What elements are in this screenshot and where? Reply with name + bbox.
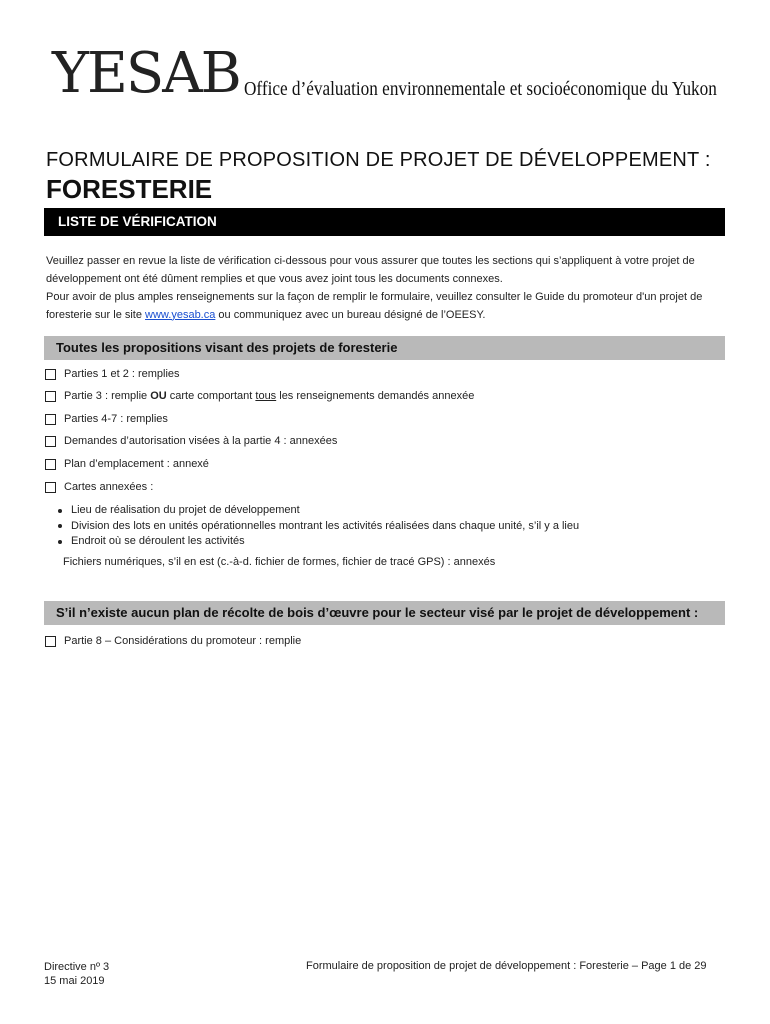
checklist-item-parts-4-7[interactable]	[45, 413, 168, 425]
checklist-item-label-end: les renseignements demandés annexée	[279, 390, 475, 402]
list-item: Endroit où se déroulent les activités	[58, 534, 579, 550]
checklist-item-label: Demandes d’autorisation visées à la partie 4 : annexées	[64, 435, 338, 447]
yesab-website-link[interactable]: www.yesab.ca	[145, 308, 216, 321]
all-underlined: tous	[255, 390, 277, 402]
info-text-end: ou communiquez avec un bureau désigné de l’OEESY.	[215, 308, 486, 321]
yesab-logo: YESAB	[52, 41, 240, 106]
checklist-item-maps[interactable]	[45, 481, 153, 493]
checklist-item-label: Partie 8 – Considérations du promoteur : remplie	[64, 635, 302, 647]
checklist-item-label: Partie 3 : remplie	[64, 390, 148, 402]
list-item: Division des lots en unités opérationnelles montrant les activités réalisées dans chaque unité, s’il y a lieu	[58, 519, 579, 535]
instructions-paragraph: Veuillez passer en revue la liste de vérification ci-dessous pour vous assurer que toutes les sections qui s’appliquent à votre projet de développement ont été dûment remplies et que vous avez joint tous les documents connexes.	[46, 255, 695, 285]
map-requirements-list	[58, 503, 579, 550]
footer-page-info: Formulaire de proposition de projet de développement : Foresterie – Page 1 de 29	[306, 960, 707, 972]
organization-name: Office d’évaluation environnementale et socioéconomique du Yukon	[243, 78, 717, 100]
checkbox[interactable]	[45, 436, 56, 447]
or-emphasis: OU	[150, 390, 167, 402]
checkbox[interactable]	[45, 482, 56, 493]
all-proposals-heading: Toutes les propositions visant des projets de foresterie	[44, 336, 725, 360]
checklist-item-label-mid: carte comportant	[169, 390, 253, 402]
bullet-icon	[58, 524, 62, 528]
checkbox[interactable]	[45, 391, 56, 402]
checkbox[interactable]	[45, 636, 56, 647]
footer-directive	[44, 960, 109, 988]
checklist-item-part-8[interactable]	[45, 635, 301, 647]
checkbox[interactable]	[45, 459, 56, 470]
checklist-heading: LISTE DE VÉRIFICATION	[44, 208, 725, 236]
checklist-item-site-plan[interactable]	[45, 458, 209, 470]
info-text-start: Pour avoir de plus amples renseignements sur la façon de remplir le formulaire, veuillez consulter le Guide du promoteur d'un projet de foresterie sur le site	[46, 291, 703, 321]
checkbox[interactable]	[45, 414, 56, 425]
info-paragraph	[46, 289, 726, 324]
checklist-item-label: Plan d’emplacement : annexé	[64, 458, 209, 470]
directive-date: 15 mai 2019	[44, 975, 105, 987]
checklist-item-part-3[interactable]	[45, 390, 474, 402]
form-title: FORMULAIRE DE PROPOSITION DE PROJET DE DÉVELOPPEMENT :	[46, 149, 711, 171]
list-item: Lieu de réalisation du projet de développement	[58, 503, 579, 519]
letterhead	[52, 41, 770, 106]
checkbox[interactable]	[45, 369, 56, 380]
no-harvest-plan-heading: S’il n’existe aucun plan de récolte de bois d’œuvre pour le secteur visé par le projet de développement :	[44, 601, 725, 625]
form-subtitle: FORESTERIE	[46, 174, 213, 204]
checklist-item-parts-1-2[interactable]	[45, 368, 180, 380]
checklist-item-label: Parties 4-7 : remplies	[64, 413, 168, 425]
checklist-item-authorizations[interactable]	[45, 435, 337, 447]
digital-files-line: Fichiers numériques, s’il en est (c.-à-d. fichier de formes, fichier de tracé GPS) : annexés	[63, 556, 496, 568]
checklist-item-label: Parties 1 et 2 : remplies	[64, 368, 180, 380]
bullet-icon	[58, 540, 62, 544]
checklist-item-label: Cartes annexées :	[64, 481, 154, 493]
directive-number: Directive nº 3	[44, 961, 110, 973]
bullet-icon	[58, 509, 62, 513]
